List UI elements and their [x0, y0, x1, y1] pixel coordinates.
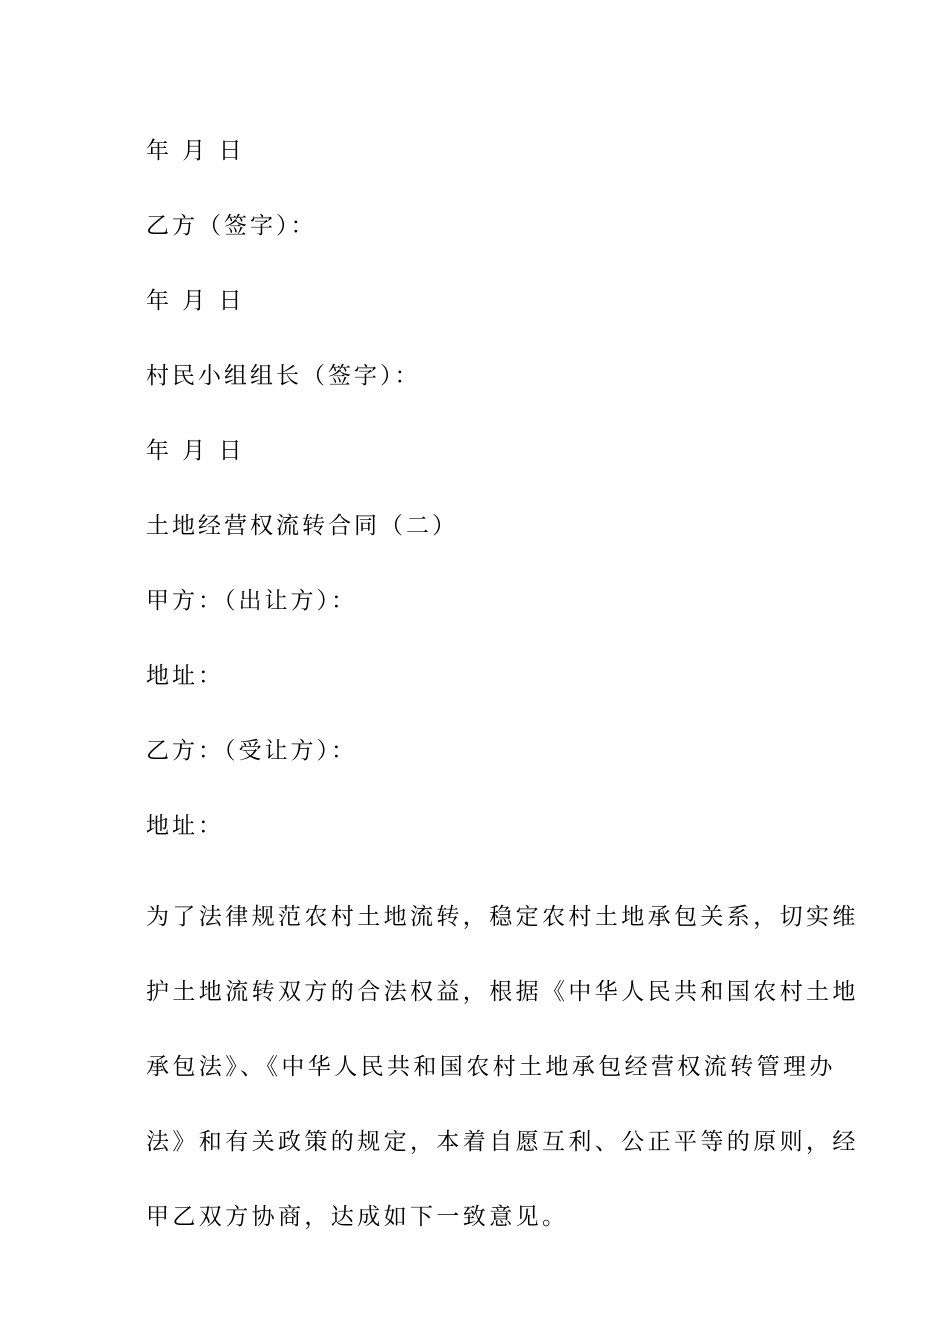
preamble-line: 护土地流转双方的合法权益，根据《中华人民共和国农村土地 — [146, 979, 859, 1005]
date-line-3: 年 月 日 — [146, 438, 245, 464]
party-a-label: 甲方：（出让方）： — [146, 588, 357, 614]
contract-title: 土地经营权流转合同（二） — [146, 513, 458, 539]
group-leader-signature-label: 村民小组组长（签字）： — [146, 363, 421, 389]
date-line-1: 年 月 日 — [146, 138, 245, 164]
preamble-line: 甲乙双方协商，达成如下一致意见。 — [146, 1204, 569, 1230]
preamble-line: 承包法》、《中华人民共和国农村土地承包经营权流转管理办 — [146, 1054, 836, 1080]
party-b-label: 乙方：（受让方）： — [146, 738, 357, 764]
party-b-address-label: 地址： — [146, 813, 224, 839]
preamble-line: 为了法律规范农村土地流转，稳定农村土地承包关系，切实维 — [146, 904, 859, 930]
preamble-line: 法》和有关政策的规定，本着自愿互利、公正平等的原则，经 — [146, 1129, 859, 1155]
contract-preamble — [146, 880, 859, 1255]
date-line-2: 年 月 日 — [146, 288, 245, 314]
party-a-address-label: 地址： — [146, 663, 224, 689]
party-b-signature-label: 乙方（签字）： — [146, 213, 317, 239]
